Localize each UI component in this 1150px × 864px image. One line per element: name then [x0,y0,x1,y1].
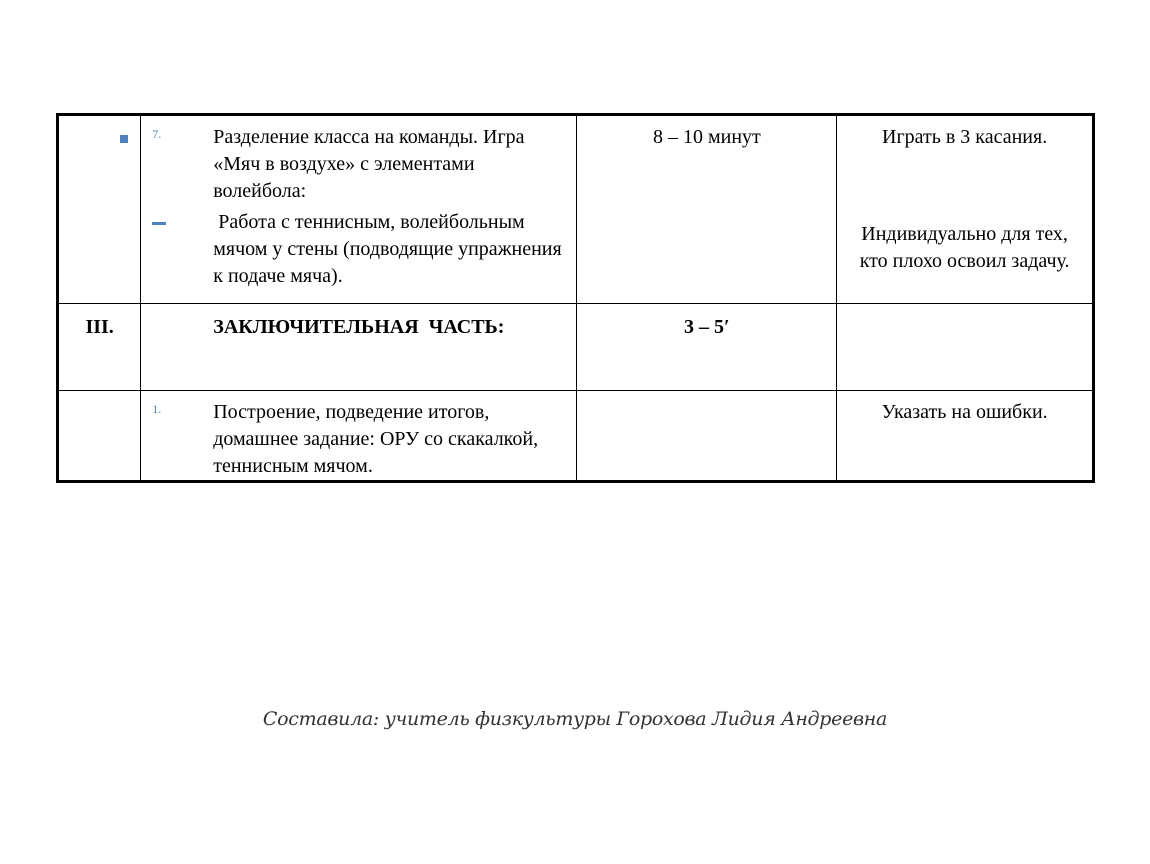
number-cell [58,391,141,482]
notes-cell [837,304,1094,391]
notes-cell: Указать на ошибки. [837,391,1094,482]
note-text: Индивидуально для тех, кто плохо освоил задачу. [859,223,1070,272]
list-item [213,209,566,290]
time-cell: 8 – 10 минут [577,115,837,304]
content-cell [141,391,577,482]
item-text: Разделение класса на команды. Игра «Мяч в воздухе» с элементами волейбола: [213,126,525,202]
list-item [152,124,566,205]
item-text: Построение, подведение итогов, домашнее задание: ОРУ со скакалкой, теннисным мячом. [213,401,539,477]
item-number: 7. [152,127,162,141]
table-row [58,304,1094,391]
time-cell: 3 – 5′ [577,304,837,391]
table-row [58,115,1094,304]
lesson-plan-table [56,113,1095,483]
item-number: 1. [152,402,162,416]
list-item [152,399,566,480]
section-number: III. [58,304,141,391]
time-cell [577,391,837,482]
notes-cell [837,115,1094,304]
dash-bullet-icon [152,222,166,225]
sub-item-text: Работа с теннисным, волейбольным мячом у стены (подводящие упражнения к подаче мяча). [213,211,567,287]
note-text: Играть в 3 касания. [882,126,1048,148]
square-bullet-icon [120,135,128,143]
number-cell [58,115,141,304]
section-title: ЗАКЛЮЧИТЕЛЬНАЯ ЧАСТЬ: [141,304,577,391]
content-cell [141,115,577,304]
author-credit: Составила: учитель физкультуры Горохова Лидия Андреевна [262,708,888,730]
table-row [58,391,1094,482]
